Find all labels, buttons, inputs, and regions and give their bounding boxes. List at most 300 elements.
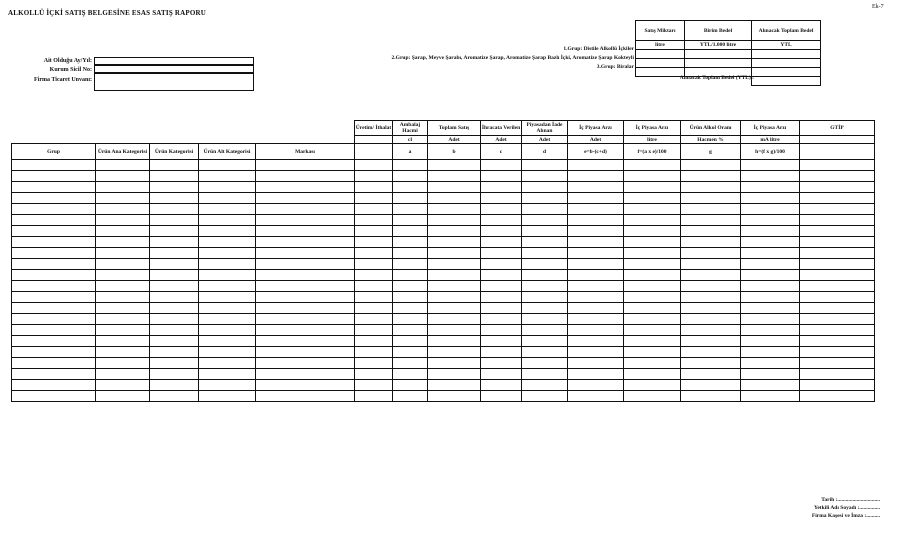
- table-cell[interactable]: [199, 303, 256, 314]
- table-cell[interactable]: [741, 226, 800, 237]
- total-amount-field[interactable]: [752, 77, 821, 86]
- table-cell[interactable]: [150, 380, 199, 391]
- table-cell[interactable]: [199, 347, 256, 358]
- table-cell[interactable]: [800, 204, 875, 215]
- table-cell[interactable]: [741, 182, 800, 193]
- table-cell[interactable]: [568, 347, 624, 358]
- table-cell[interactable]: [256, 237, 355, 248]
- table-cell[interactable]: [800, 270, 875, 281]
- table-cell[interactable]: [355, 358, 393, 369]
- table-cell[interactable]: [428, 369, 481, 380]
- table-cell[interactable]: [256, 347, 355, 358]
- table-cell[interactable]: [568, 215, 624, 226]
- table-cell[interactable]: [481, 336, 522, 347]
- table-cell[interactable]: [800, 215, 875, 226]
- table-cell[interactable]: [481, 358, 522, 369]
- table-cell[interactable]: [681, 215, 741, 226]
- table-cell[interactable]: [800, 292, 875, 303]
- table-cell[interactable]: [624, 391, 681, 402]
- table-cell[interactable]: [624, 336, 681, 347]
- table-cell[interactable]: [800, 226, 875, 237]
- table-cell[interactable]: [800, 336, 875, 347]
- table-cell[interactable]: [256, 193, 355, 204]
- table-cell[interactable]: [624, 160, 681, 171]
- table-cell[interactable]: [568, 281, 624, 292]
- table-cell[interactable]: [741, 325, 800, 336]
- table-cell[interactable]: [428, 347, 481, 358]
- table-cell[interactable]: [428, 314, 481, 325]
- table-cell[interactable]: [428, 193, 481, 204]
- table-cell[interactable]: [256, 303, 355, 314]
- table-cell[interactable]: [522, 380, 568, 391]
- table-cell[interactable]: [393, 380, 428, 391]
- table-cell[interactable]: [681, 171, 741, 182]
- table-cell[interactable]: [150, 171, 199, 182]
- table-cell[interactable]: [256, 281, 355, 292]
- table-cell[interactable]: [568, 248, 624, 259]
- table-cell[interactable]: [428, 237, 481, 248]
- table-cell[interactable]: [481, 171, 522, 182]
- table-cell[interactable]: [96, 347, 150, 358]
- table-cell[interactable]: [681, 281, 741, 292]
- table-cell[interactable]: [355, 325, 393, 336]
- table-cell[interactable]: [481, 193, 522, 204]
- table-cell[interactable]: [96, 391, 150, 402]
- table-cell[interactable]: [741, 314, 800, 325]
- table-cell[interactable]: [568, 303, 624, 314]
- table-cell[interactable]: [624, 182, 681, 193]
- table-cell[interactable]: [481, 160, 522, 171]
- table-cell[interactable]: [800, 281, 875, 292]
- table-cell[interactable]: [96, 215, 150, 226]
- table-cell[interactable]: [355, 281, 393, 292]
- table-cell[interactable]: [481, 292, 522, 303]
- table-cell[interactable]: [624, 358, 681, 369]
- table-cell[interactable]: [355, 391, 393, 402]
- table-cell[interactable]: [568, 391, 624, 402]
- table-cell[interactable]: [199, 204, 256, 215]
- table-cell[interactable]: [741, 347, 800, 358]
- table-cell[interactable]: [624, 380, 681, 391]
- table-cell[interactable]: [393, 160, 428, 171]
- table-cell[interactable]: [428, 270, 481, 281]
- table-cell[interactable]: [96, 292, 150, 303]
- table-cell[interactable]: [568, 369, 624, 380]
- table-cell[interactable]: [199, 281, 256, 292]
- table-cell[interactable]: [355, 193, 393, 204]
- table-cell[interactable]: [96, 182, 150, 193]
- table-cell[interactable]: [393, 369, 428, 380]
- table-cell[interactable]: [568, 182, 624, 193]
- table-cell[interactable]: [199, 380, 256, 391]
- table-cell[interactable]: [624, 281, 681, 292]
- table-cell[interactable]: [741, 380, 800, 391]
- table-cell[interactable]: [12, 369, 96, 380]
- table-cell[interactable]: [393, 347, 428, 358]
- table-cell[interactable]: [12, 204, 96, 215]
- table-cell[interactable]: [741, 369, 800, 380]
- table-cell[interactable]: [12, 259, 96, 270]
- table-cell[interactable]: [568, 380, 624, 391]
- table-cell[interactable]: [800, 259, 875, 270]
- table-cell[interactable]: [568, 204, 624, 215]
- table-cell[interactable]: [199, 336, 256, 347]
- table-cell[interactable]: [428, 391, 481, 402]
- table-cell[interactable]: [800, 380, 875, 391]
- table-cell[interactable]: [800, 171, 875, 182]
- table-cell[interactable]: [150, 248, 199, 259]
- table-cell[interactable]: [522, 248, 568, 259]
- table-cell[interactable]: [741, 391, 800, 402]
- table-cell[interactable]: [681, 314, 741, 325]
- table-cell[interactable]: [568, 292, 624, 303]
- table-cell[interactable]: [393, 204, 428, 215]
- table-cell[interactable]: [624, 292, 681, 303]
- table-cell[interactable]: [624, 347, 681, 358]
- table-cell[interactable]: [199, 259, 256, 270]
- table-cell[interactable]: [481, 391, 522, 402]
- table-cell[interactable]: [681, 248, 741, 259]
- table-cell[interactable]: [481, 237, 522, 248]
- table-cell[interactable]: [355, 171, 393, 182]
- table-cell[interactable]: [150, 358, 199, 369]
- table-cell[interactable]: [256, 226, 355, 237]
- table-cell[interactable]: [522, 281, 568, 292]
- table-cell[interactable]: [150, 270, 199, 281]
- table-cell[interactable]: [800, 369, 875, 380]
- table-cell[interactable]: [481, 314, 522, 325]
- table-cell[interactable]: [522, 226, 568, 237]
- table-cell[interactable]: [355, 303, 393, 314]
- table-cell[interactable]: [256, 182, 355, 193]
- table-cell[interactable]: [428, 259, 481, 270]
- table-cell[interactable]: [481, 270, 522, 281]
- table-cell[interactable]: [96, 171, 150, 182]
- table-cell[interactable]: [12, 248, 96, 259]
- table-cell[interactable]: [96, 204, 150, 215]
- table-cell[interactable]: [800, 182, 875, 193]
- table-cell[interactable]: [681, 204, 741, 215]
- table-cell[interactable]: [150, 259, 199, 270]
- table-cell[interactable]: [199, 215, 256, 226]
- table-cell[interactable]: [428, 171, 481, 182]
- table-cell[interactable]: [12, 347, 96, 358]
- table-cell[interactable]: [568, 259, 624, 270]
- table-cell[interactable]: [12, 160, 96, 171]
- registry-field[interactable]: [94, 65, 254, 73]
- table-cell[interactable]: [150, 292, 199, 303]
- table-cell[interactable]: [256, 270, 355, 281]
- table-cell[interactable]: [681, 237, 741, 248]
- table-cell[interactable]: [681, 336, 741, 347]
- table-cell[interactable]: [481, 369, 522, 380]
- table-cell[interactable]: [355, 369, 393, 380]
- table-cell[interactable]: [624, 259, 681, 270]
- table-cell[interactable]: [741, 358, 800, 369]
- table-cell[interactable]: [199, 226, 256, 237]
- table-cell[interactable]: [481, 182, 522, 193]
- table-cell[interactable]: [428, 182, 481, 193]
- table-cell[interactable]: [681, 391, 741, 402]
- table-cell[interactable]: [568, 237, 624, 248]
- summary-cell[interactable]: [636, 59, 685, 68]
- table-cell[interactable]: [355, 259, 393, 270]
- table-cell[interactable]: [568, 160, 624, 171]
- table-cell[interactable]: [12, 325, 96, 336]
- table-cell[interactable]: [355, 292, 393, 303]
- table-cell[interactable]: [568, 171, 624, 182]
- summary-cell[interactable]: [636, 50, 685, 59]
- table-cell[interactable]: [393, 358, 428, 369]
- table-cell[interactable]: [355, 336, 393, 347]
- table-cell[interactable]: [12, 237, 96, 248]
- table-cell[interactable]: [741, 336, 800, 347]
- table-cell[interactable]: [681, 380, 741, 391]
- table-cell[interactable]: [199, 391, 256, 402]
- table-cell[interactable]: [256, 215, 355, 226]
- summary-cell[interactable]: [685, 68, 752, 77]
- table-cell[interactable]: [150, 347, 199, 358]
- table-cell[interactable]: [150, 215, 199, 226]
- table-cell[interactable]: [12, 303, 96, 314]
- table-cell[interactable]: [393, 292, 428, 303]
- table-cell[interactable]: [481, 380, 522, 391]
- table-cell[interactable]: [393, 391, 428, 402]
- table-cell[interactable]: [624, 314, 681, 325]
- table-cell[interactable]: [800, 347, 875, 358]
- table-cell[interactable]: [522, 303, 568, 314]
- table-cell[interactable]: [428, 336, 481, 347]
- table-cell[interactable]: [96, 248, 150, 259]
- table-cell[interactable]: [393, 171, 428, 182]
- table-cell[interactable]: [522, 347, 568, 358]
- company-field[interactable]: [94, 73, 254, 91]
- table-cell[interactable]: [681, 303, 741, 314]
- table-cell[interactable]: [481, 248, 522, 259]
- table-cell[interactable]: [393, 336, 428, 347]
- table-cell[interactable]: [256, 160, 355, 171]
- table-cell[interactable]: [624, 171, 681, 182]
- table-cell[interactable]: [624, 248, 681, 259]
- table-cell[interactable]: [428, 380, 481, 391]
- table-cell[interactable]: [355, 182, 393, 193]
- table-cell[interactable]: [624, 215, 681, 226]
- table-cell[interactable]: [256, 325, 355, 336]
- table-cell[interactable]: [800, 193, 875, 204]
- table-cell[interactable]: [624, 270, 681, 281]
- table-cell[interactable]: [199, 358, 256, 369]
- table-cell[interactable]: [150, 204, 199, 215]
- table-cell[interactable]: [96, 281, 150, 292]
- summary-cell[interactable]: [685, 50, 752, 59]
- table-cell[interactable]: [428, 281, 481, 292]
- table-cell[interactable]: [150, 336, 199, 347]
- table-cell[interactable]: [800, 248, 875, 259]
- table-cell[interactable]: [428, 226, 481, 237]
- table-cell[interactable]: [800, 391, 875, 402]
- table-cell[interactable]: [681, 369, 741, 380]
- table-cell[interactable]: [355, 270, 393, 281]
- table-cell[interactable]: [12, 193, 96, 204]
- table-cell[interactable]: [256, 358, 355, 369]
- table-cell[interactable]: [393, 215, 428, 226]
- table-cell[interactable]: [12, 314, 96, 325]
- table-cell[interactable]: [256, 380, 355, 391]
- table-cell[interactable]: [199, 369, 256, 380]
- table-cell[interactable]: [428, 248, 481, 259]
- summary-cell[interactable]: [685, 59, 752, 68]
- table-cell[interactable]: [624, 325, 681, 336]
- table-cell[interactable]: [150, 281, 199, 292]
- table-cell[interactable]: [393, 303, 428, 314]
- table-cell[interactable]: [522, 358, 568, 369]
- table-cell[interactable]: [522, 193, 568, 204]
- table-cell[interactable]: [256, 292, 355, 303]
- table-cell[interactable]: [96, 160, 150, 171]
- table-cell[interactable]: [741, 292, 800, 303]
- table-cell[interactable]: [800, 303, 875, 314]
- table-cell[interactable]: [393, 182, 428, 193]
- table-cell[interactable]: [428, 292, 481, 303]
- table-cell[interactable]: [681, 347, 741, 358]
- table-cell[interactable]: [522, 336, 568, 347]
- table-cell[interactable]: [12, 336, 96, 347]
- table-cell[interactable]: [256, 314, 355, 325]
- table-cell[interactable]: [393, 325, 428, 336]
- table-cell[interactable]: [522, 259, 568, 270]
- table-cell[interactable]: [741, 248, 800, 259]
- table-cell[interactable]: [522, 292, 568, 303]
- table-cell[interactable]: [741, 281, 800, 292]
- table-cell[interactable]: [150, 226, 199, 237]
- table-cell[interactable]: [624, 226, 681, 237]
- table-cell[interactable]: [12, 391, 96, 402]
- table-cell[interactable]: [96, 303, 150, 314]
- table-cell[interactable]: [199, 314, 256, 325]
- table-cell[interactable]: [393, 270, 428, 281]
- table-cell[interactable]: [800, 325, 875, 336]
- table-cell[interactable]: [199, 292, 256, 303]
- table-cell[interactable]: [522, 314, 568, 325]
- table-cell[interactable]: [150, 391, 199, 402]
- table-cell[interactable]: [355, 237, 393, 248]
- table-cell[interactable]: [393, 237, 428, 248]
- table-cell[interactable]: [355, 204, 393, 215]
- table-cell[interactable]: [741, 237, 800, 248]
- table-cell[interactable]: [96, 369, 150, 380]
- table-cell[interactable]: [96, 358, 150, 369]
- table-cell[interactable]: [522, 204, 568, 215]
- table-cell[interactable]: [96, 325, 150, 336]
- table-cell[interactable]: [624, 193, 681, 204]
- table-cell[interactable]: [681, 270, 741, 281]
- table-cell[interactable]: [256, 248, 355, 259]
- table-cell[interactable]: [568, 270, 624, 281]
- table-cell[interactable]: [12, 171, 96, 182]
- table-cell[interactable]: [199, 182, 256, 193]
- table-cell[interactable]: [12, 380, 96, 391]
- table-cell[interactable]: [256, 204, 355, 215]
- table-cell[interactable]: [393, 226, 428, 237]
- table-cell[interactable]: [681, 182, 741, 193]
- table-cell[interactable]: [481, 215, 522, 226]
- table-cell[interactable]: [681, 259, 741, 270]
- table-cell[interactable]: [96, 314, 150, 325]
- table-cell[interactable]: [800, 160, 875, 171]
- table-cell[interactable]: [568, 226, 624, 237]
- table-cell[interactable]: [800, 314, 875, 325]
- table-cell[interactable]: [522, 369, 568, 380]
- table-cell[interactable]: [96, 270, 150, 281]
- table-cell[interactable]: [393, 314, 428, 325]
- table-cell[interactable]: [741, 171, 800, 182]
- table-cell[interactable]: [522, 237, 568, 248]
- table-cell[interactable]: [256, 336, 355, 347]
- table-cell[interactable]: [522, 215, 568, 226]
- table-cell[interactable]: [199, 160, 256, 171]
- table-cell[interactable]: [741, 204, 800, 215]
- table-cell[interactable]: [681, 325, 741, 336]
- table-cell[interactable]: [681, 193, 741, 204]
- summary-cell[interactable]: [752, 50, 821, 59]
- table-cell[interactable]: [681, 292, 741, 303]
- table-cell[interactable]: [256, 391, 355, 402]
- table-cell[interactable]: [96, 237, 150, 248]
- table-cell[interactable]: [568, 336, 624, 347]
- table-cell[interactable]: [481, 325, 522, 336]
- table-cell[interactable]: [199, 270, 256, 281]
- table-cell[interactable]: [428, 204, 481, 215]
- table-cell[interactable]: [522, 270, 568, 281]
- summary-cell[interactable]: [752, 59, 821, 68]
- table-cell[interactable]: [681, 160, 741, 171]
- table-cell[interactable]: [96, 193, 150, 204]
- table-cell[interactable]: [481, 347, 522, 358]
- table-cell[interactable]: [355, 160, 393, 171]
- table-cell[interactable]: [481, 281, 522, 292]
- table-cell[interactable]: [568, 358, 624, 369]
- table-cell[interactable]: [150, 314, 199, 325]
- table-cell[interactable]: [150, 182, 199, 193]
- table-cell[interactable]: [624, 369, 681, 380]
- table-cell[interactable]: [741, 303, 800, 314]
- table-cell[interactable]: [12, 292, 96, 303]
- table-cell[interactable]: [428, 160, 481, 171]
- table-cell[interactable]: [741, 193, 800, 204]
- table-cell[interactable]: [256, 259, 355, 270]
- table-cell[interactable]: [624, 237, 681, 248]
- table-cell[interactable]: [522, 391, 568, 402]
- table-cell[interactable]: [568, 314, 624, 325]
- table-cell[interactable]: [428, 215, 481, 226]
- table-cell[interactable]: [800, 358, 875, 369]
- table-cell[interactable]: [393, 281, 428, 292]
- table-cell[interactable]: [355, 215, 393, 226]
- table-cell[interactable]: [199, 237, 256, 248]
- table-cell[interactable]: [96, 380, 150, 391]
- table-cell[interactable]: [96, 336, 150, 347]
- table-cell[interactable]: [355, 380, 393, 391]
- table-cell[interactable]: [741, 160, 800, 171]
- table-cell[interactable]: [800, 237, 875, 248]
- table-cell[interactable]: [428, 303, 481, 314]
- table-cell[interactable]: [393, 248, 428, 259]
- table-cell[interactable]: [256, 369, 355, 380]
- table-cell[interactable]: [355, 226, 393, 237]
- table-cell[interactable]: [199, 193, 256, 204]
- table-cell[interactable]: [96, 226, 150, 237]
- table-cell[interactable]: [681, 226, 741, 237]
